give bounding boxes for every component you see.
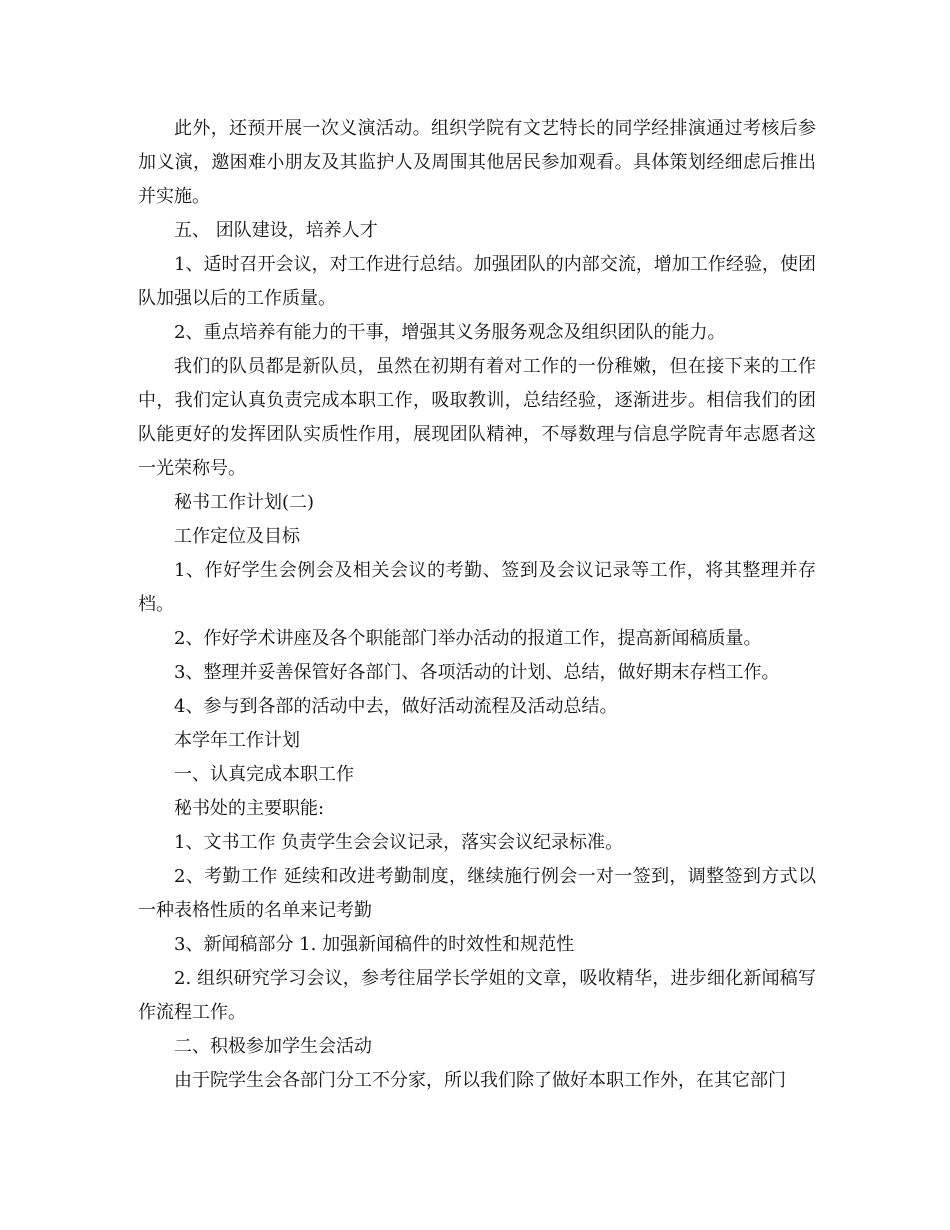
heading-main-duties: 秘书处的主要职能:	[174, 798, 325, 819]
document-body	[138, 112, 816, 1098]
heading-year-plan: 本学年工作计划	[174, 730, 300, 751]
goal-item-4: 4、参与到各部的活动中去，做好活动流程及活动总结。	[174, 696, 618, 717]
heading-team-building: 五、 团队建设，培养人才	[174, 220, 378, 241]
goal-item-3: 3、整理并妥善保管好各部门、各项活动的计划、总结，做好期末存档工作。	[174, 662, 780, 683]
paragraph-meetings: 1、适时召开会议，对工作进行总结。加强团队的内部交流，增加工作经验，使团队加强以后的工作质量。	[138, 254, 816, 309]
heading-section-one: 一、认真完成本职工作	[174, 764, 354, 785]
paragraph-other-departments: 由于院学生会各部门分工不分家，所以我们除了做好本职工作外，在其它部门	[174, 1070, 786, 1091]
paragraph-charity-performance: 此外，还预开展一次义演活动。组织学院有文艺特长的同学经排演通过考核后参加义演，邀困难小朋友及其监护人及周围其他居民参加观看。具体策划经细虑后推出并实施。	[138, 118, 816, 207]
heading-section-two: 二、积极参加学生会活动	[174, 1036, 372, 1057]
duty-item-2: 2、考勤工作 延续和改进考勤制度，继续施行例会一对一签到，调整签到方式以一种表格性质的名单来记考勤	[138, 866, 816, 921]
paragraph-train-staff: 2、重点培养有能力的干事，增强其义务服务观念及组织团队的能力。	[174, 322, 726, 343]
duty-item-1: 1、文书工作 负责学生会会议记录，落实会议纪录标准。	[174, 832, 624, 853]
paragraph-team-summary: 我们的队员都是新队员，虽然在初期有着对工作的一份稚嫩，但在接下来的工作中，我们定认真负责完成本职工作，吸取教训，总结经验，逐渐进步。相信我们的团队能更好的发挥团队实质性作用，展现团队精神，不辱数理与信息学院青年志愿者这一光荣称号。	[138, 356, 816, 479]
goal-item-2: 2、作好学术讲座及各个职能部门举办活动的报道工作，提高新闻稿质量。	[174, 628, 762, 649]
duty-item-3: 3、新闻稿部分 1. 加强新闻稿件的时效性和规范性	[174, 934, 575, 955]
heading-positioning-goals: 工作定位及目标	[174, 526, 300, 547]
heading-secretary-plan: 秘书工作计划(二)	[174, 492, 315, 513]
duty-subitem-2: 2. 组织研究学习会议，参考往届学长学姐的文章，吸收精华，进步细化新闻稿写作流程工作。	[138, 968, 816, 1023]
goal-item-1: 1、作好学生会例会及相关会议的考勤、签到及会议记录等工作，将其整理并存档。	[138, 560, 816, 615]
